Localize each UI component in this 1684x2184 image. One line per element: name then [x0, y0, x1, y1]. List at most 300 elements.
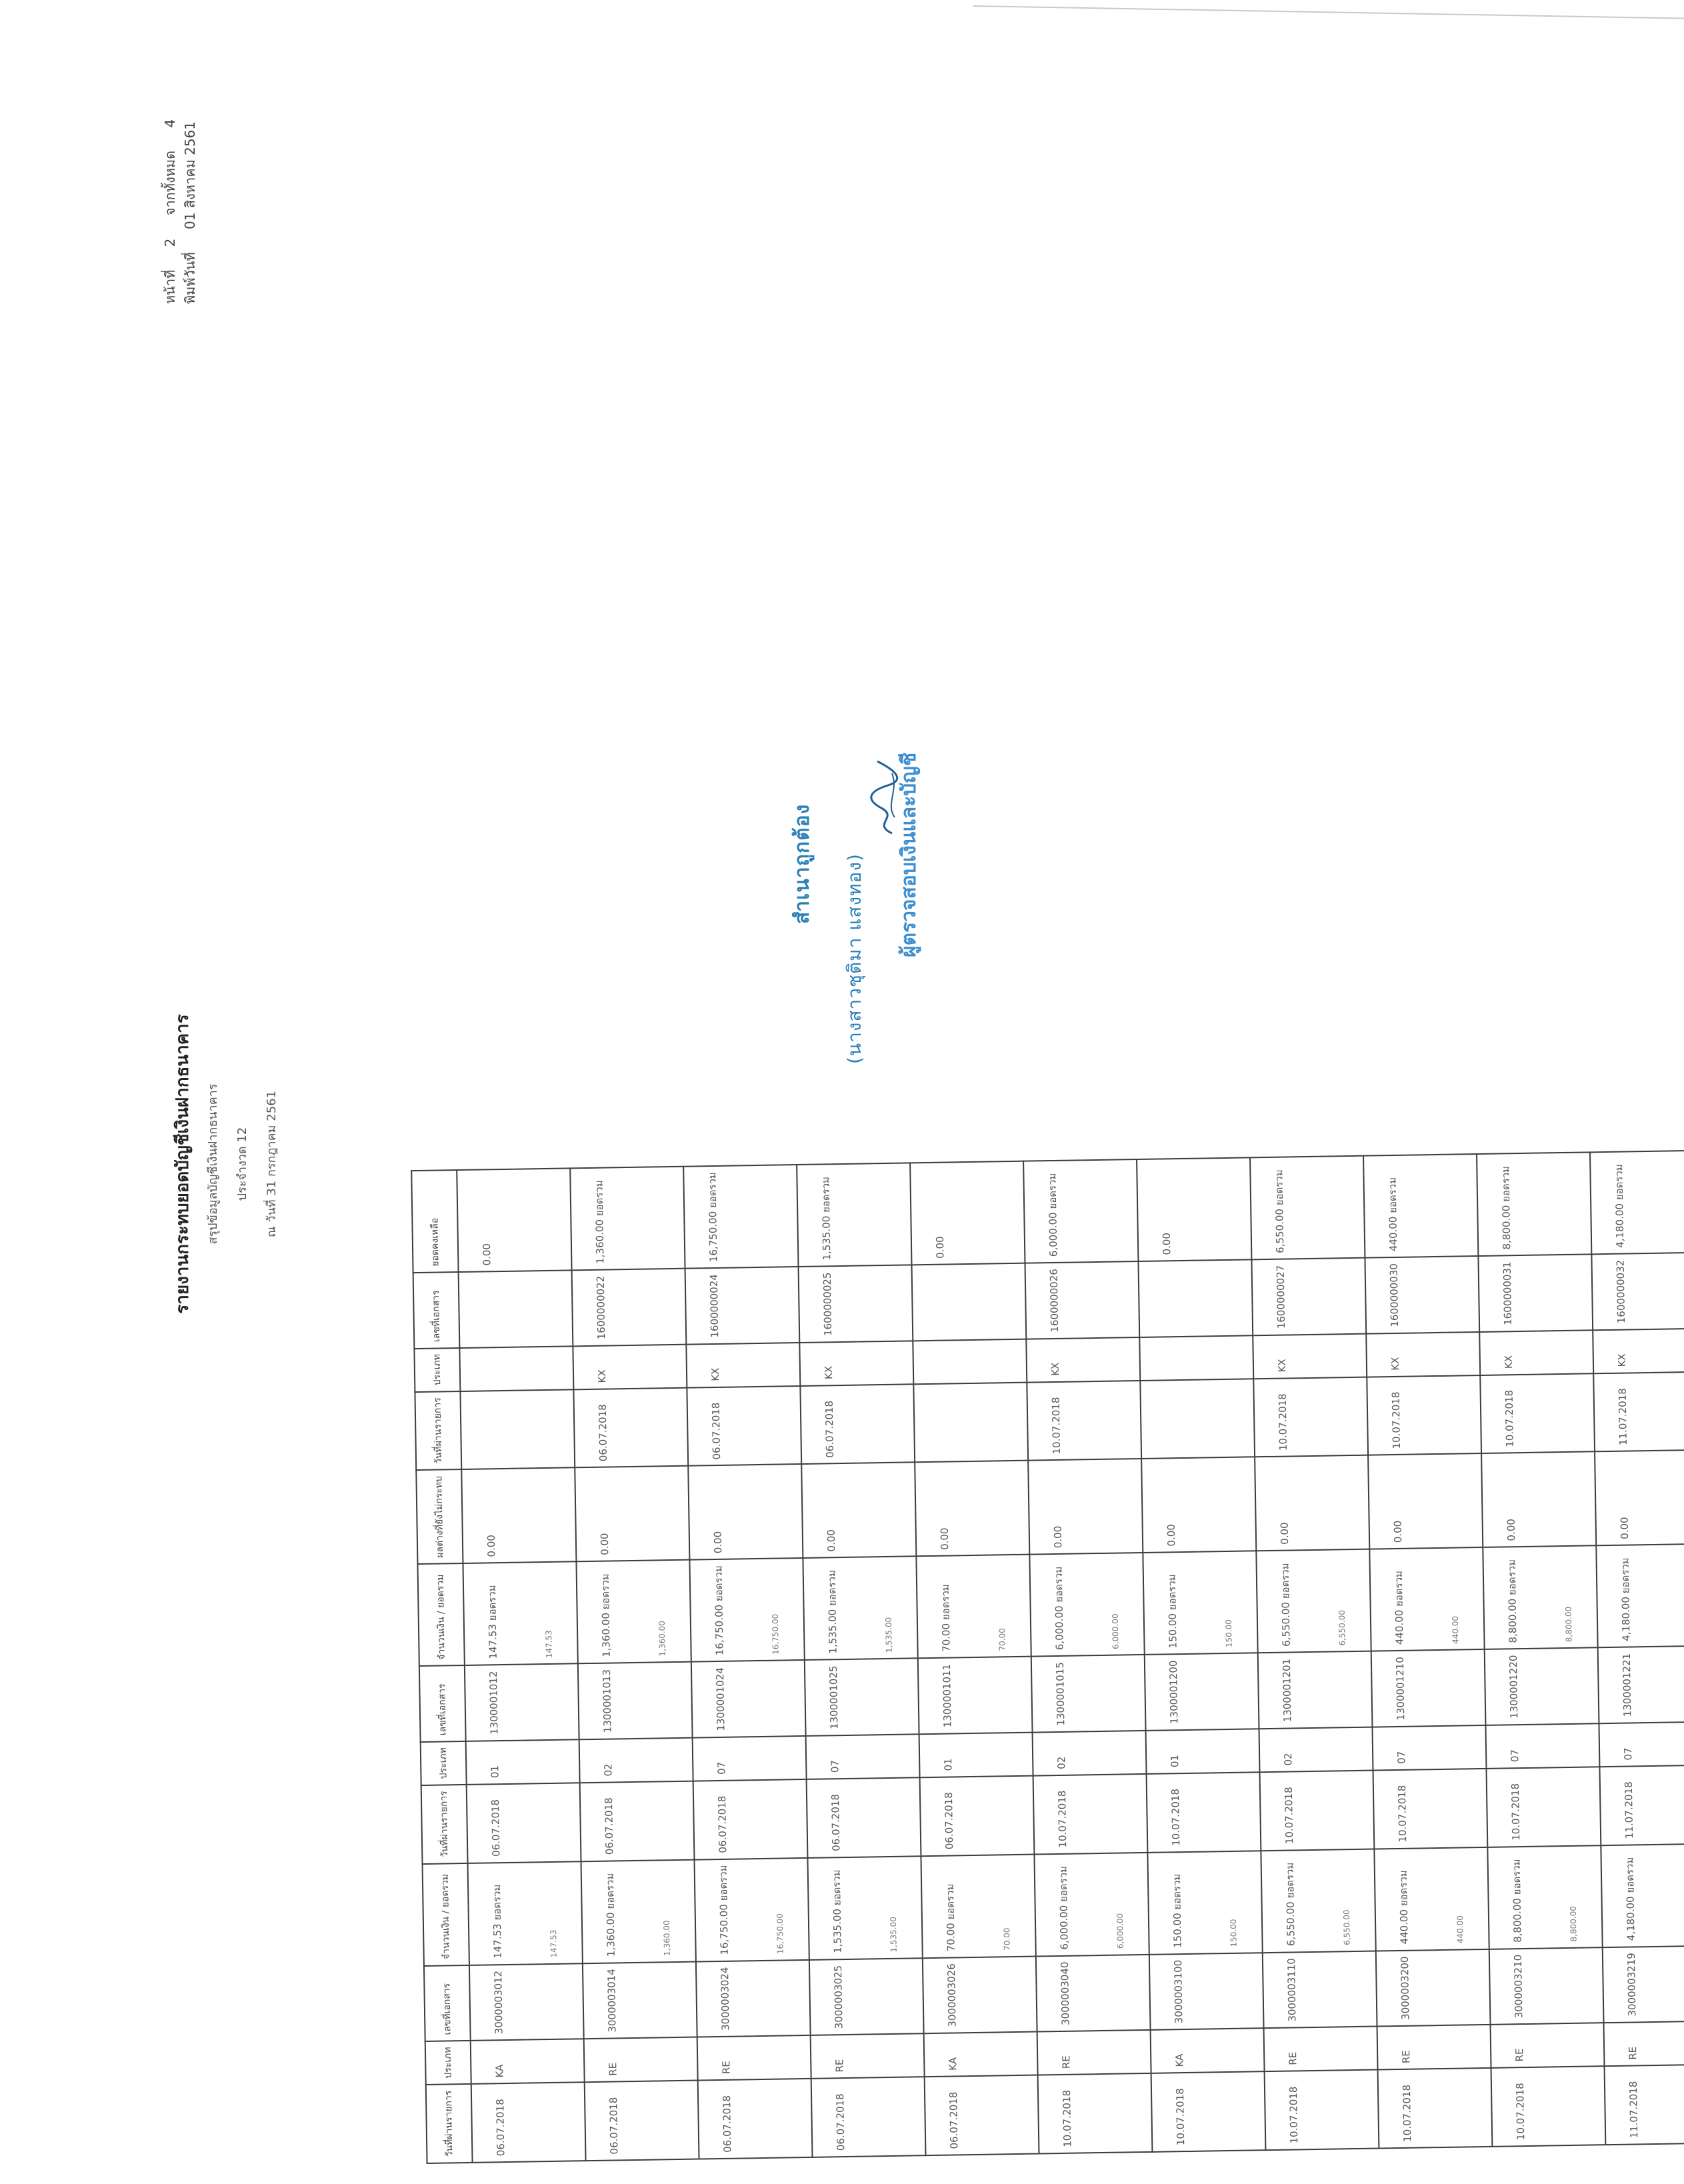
cell-code2: 07 [1485, 1724, 1543, 1768]
cell-unrec: 0.00 [575, 1467, 633, 1561]
cell-empty [853, 1163, 911, 1265]
reconciliation-table [411, 1150, 1684, 2164]
cell-code2: 02 [1259, 1728, 1317, 1772]
stamp-line-1: สำเนาถูกต้อง [791, 803, 814, 924]
cell-date3: 11.07.2018 [1593, 1373, 1651, 1452]
page-of-label: จากทั้งหมด [162, 150, 178, 216]
cell-doc: 3000003219 [1603, 1947, 1661, 2023]
cell-amt: 70.00 ยอดรวม [921, 1855, 979, 1958]
cell-empty [1308, 1258, 1366, 1335]
cell-empty [1429, 1769, 1487, 1848]
cell-code: KA [924, 2033, 981, 2077]
col-header-document-2: เลขที่เอกสาร [419, 1665, 466, 1741]
cell-date3: 06.07.2018 [573, 1389, 631, 1468]
cell-code3: KX [1593, 1329, 1650, 1373]
cell-doc3 [912, 1264, 970, 1341]
cell-doc: 3000003025 [809, 1959, 867, 2035]
cell-date3: 10.07.2018 [1367, 1376, 1425, 1455]
cell-unrec: 0.00 [1481, 1453, 1539, 1547]
cell-empty [1089, 1731, 1147, 1775]
cell-empty [1088, 1655, 1146, 1731]
cell-doc3: 1600000032 [1591, 1253, 1649, 1330]
cell-bal: 16,750.00 ยอดรวม [683, 1165, 741, 1268]
cell-empty [748, 1660, 806, 1737]
cell-empty [635, 1662, 693, 1739]
cell-empty [749, 1736, 807, 1780]
cell-empty [753, 1960, 811, 2037]
cell-code: RE [1264, 2027, 1321, 2071]
stamp-line-3: ผู้ตรวจสอบเงินและบัญชี [897, 752, 921, 957]
cell-code2: 07 [1599, 1723, 1656, 1767]
cell-empty [1423, 1332, 1480, 1376]
cell-empty [636, 1737, 693, 1781]
cell-code: RE [697, 2036, 755, 2080]
cell-date3: 06.07.2018 [800, 1385, 858, 1464]
cell-empty [855, 1265, 913, 1341]
cell-empty [866, 1958, 924, 2035]
col-header-amount-2: จำนวนเงิน / ยอดรวม [417, 1563, 464, 1666]
cell-amt: 6,550.00 ยอดรวม [1261, 1850, 1319, 1953]
cell-empty [1428, 1649, 1486, 1726]
cell-code3: KX [573, 1345, 630, 1389]
cell-empty [1433, 1949, 1491, 2026]
cell-empty [1650, 1371, 1684, 1451]
cell-unrec: 0.00 [461, 1469, 519, 1563]
cell-doc3 [1138, 1261, 1196, 1337]
cell-empty [1429, 1725, 1486, 1769]
cell-date2: 06.07.2018 [807, 1778, 865, 1857]
cell-empty [1081, 1261, 1139, 1338]
report-title: รายงานกระทบยอดบัญชีเงินฝากธนาคาร [173, 1014, 193, 1314]
cell-empty [1651, 1450, 1684, 1545]
cell-code: RE [811, 2035, 868, 2079]
cell-amt2: 70.00 ยอดรวม [916, 1555, 974, 1658]
cell-empty [1094, 2030, 1151, 2074]
cell-date3: 10.07.2018 [1480, 1374, 1538, 1453]
cell-empty [1542, 1723, 1599, 1767]
cell-empty [969, 1339, 1027, 1383]
cell-doc3: 1600000031 [1478, 1255, 1536, 1332]
col-header-type: ประเภท [425, 2041, 471, 2085]
cell-empty [1538, 1452, 1596, 1547]
cell-date2: 06.07.2018 [693, 1780, 751, 1859]
cell-empty [528, 2082, 586, 2161]
cell-empty [975, 1657, 1033, 1733]
cell-empty [637, 1781, 695, 1860]
cell-empty [743, 1386, 801, 1465]
cell-date: 10.07.2018 [1491, 2067, 1549, 2147]
cell-doc3: 1600000025 [799, 1266, 857, 1343]
cell-doc3: 1600000027 [1251, 1259, 1309, 1335]
cell-empty [523, 1739, 580, 1783]
cell-empty [516, 1346, 573, 1390]
cell-code3: KX [799, 1341, 857, 1385]
cell-doc: 3000003100 [1149, 1953, 1207, 2030]
cell-amt2: 1,360.00 ยอดรวม [576, 1561, 634, 1663]
cell-empty [1541, 1648, 1599, 1725]
cell-empty [981, 2032, 1038, 2076]
cell-empty [1090, 1774, 1148, 1853]
cell-date3: 10.07.2018 [1027, 1381, 1085, 1461]
cell-date2: 06.07.2018 [580, 1782, 638, 1861]
cell-empty [1307, 1156, 1365, 1259]
cell-empty [1533, 1152, 1591, 1255]
cell-subtotal-2: 6,000.00 [1086, 1553, 1144, 1655]
cell-date: 06.07.2018 [925, 2076, 983, 2155]
cell-empty [743, 1343, 800, 1387]
cell-amt2: 150.00 ยอดรวม [1143, 1552, 1201, 1655]
cell-empty [967, 1161, 1025, 1264]
cell-empty [627, 1167, 685, 1269]
cell-empty [750, 1779, 808, 1859]
cell-empty [856, 1341, 913, 1385]
cell-empty [969, 1263, 1027, 1340]
cell-amt: 147.53 ยอดรวม [468, 1862, 526, 1965]
cell-empty [1195, 1259, 1253, 1336]
cell-date2: 10.07.2018 [1486, 1767, 1544, 1847]
cell-doc: 3000003040 [1036, 1955, 1094, 2032]
cell-bal: 1,360.00 ยอดรวม [570, 1167, 628, 1270]
page-info [160, 51, 200, 304]
cell-empty [1423, 1375, 1481, 1455]
cell-doc: 3000003210 [1489, 1948, 1547, 2025]
cell-code2: 01 [1146, 1729, 1203, 1773]
cell-subtotal: 150.00 [1204, 1851, 1262, 1953]
cell-empty [1655, 1646, 1684, 1723]
cell-empty [1201, 1653, 1259, 1730]
report-subtitle-3: ณ วันที่ 31 กรกฎาคม 2561 [265, 1090, 279, 1238]
cell-subtotal-2: 147.53 [519, 1562, 577, 1665]
cell-empty [1543, 1767, 1601, 1846]
cell-amt2: 16,750.00 ยอดรวม [689, 1559, 747, 1662]
col-header-date: วันที่ผ่านรายการ [426, 2084, 473, 2163]
cell-amt2: 6,550.00 ยอดรวม [1256, 1550, 1314, 1653]
cell-empty [755, 2079, 813, 2158]
cell-empty [858, 1463, 916, 1557]
cell-code3: KX [1253, 1335, 1310, 1379]
cell-code3 [913, 1340, 970, 1384]
cell-subtotal-2: 6,550.00 [1313, 1549, 1371, 1652]
col-header-document: เลขที่เอกสาร [424, 1965, 471, 2041]
cell-date: 10.07.2018 [1038, 2074, 1096, 2153]
cell-code: RE [1603, 2022, 1661, 2066]
cell-empty [970, 1382, 1028, 1461]
cell-empty [1315, 1727, 1373, 1771]
cell-empty [976, 1732, 1033, 1776]
cell-empty [1080, 1159, 1138, 1262]
cell-amt: 16,750.00 ยอดรวม [694, 1859, 752, 1961]
cell-empty [1434, 2025, 1491, 2069]
cell-empty [1319, 1951, 1377, 2027]
cell-empty [641, 2081, 699, 2160]
cell-empty [1660, 2021, 1684, 2065]
cell-empty [1311, 1455, 1369, 1550]
cell-empty [1420, 1154, 1478, 1257]
cell-date2: 10.07.2018 [1033, 1775, 1091, 1854]
cell-amt: 1,535.00 ยอดรวม [807, 1857, 865, 1959]
cell-unrec: 0.00 [1028, 1460, 1086, 1555]
cell-bal: 6,000.00 ยอดรวม [1023, 1160, 1081, 1263]
cell-amt: 4,180.00 ยอดรวม [1601, 1845, 1659, 1947]
cell-amt2: 8,800.00 ยอดรวม [1483, 1547, 1541, 1649]
cell-amt2: 147.53 ยอดรวม [463, 1563, 521, 1665]
cell-empty [861, 1659, 919, 1735]
cell-date: 10.07.2018 [1378, 2069, 1436, 2148]
cell-date2: 06.07.2018 [467, 1783, 525, 1863]
cell-bal: 0.00 [457, 1169, 515, 1272]
cell-amt2: 440.00 ยอดรวม [1369, 1549, 1427, 1651]
cell-code2: 01 [466, 1740, 523, 1784]
cell-empty [1421, 1256, 1479, 1333]
cell-date2: 10.07.2018 [1147, 1773, 1205, 1852]
cell-doc2: 1300001221 [1598, 1647, 1656, 1723]
cell-empty [1208, 2071, 1266, 2151]
cell-bal: 4,180.00 ยอดรวม [1590, 1151, 1648, 1254]
cell-empty [517, 1389, 575, 1469]
cell-empty [977, 1775, 1035, 1855]
cell-date: 06.07.2018 [471, 2083, 529, 2163]
cell-doc3: 1600000024 [685, 1267, 743, 1344]
cell-empty [1649, 1328, 1684, 1372]
cell-empty [1206, 1953, 1264, 2029]
cell-subtotal: 1,535.00 [864, 1856, 922, 1959]
cell-date: 11.07.2018 [1605, 2065, 1663, 2145]
cell-empty [1536, 1330, 1593, 1374]
col-header-amount: จำนวนเงิน / ยอดรวม [423, 1863, 469, 1966]
cell-empty [742, 1267, 800, 1343]
cell-date2: 10.07.2018 [1260, 1771, 1318, 1851]
cell-amt: 6,000.00 ยอดรวม [1034, 1853, 1092, 1956]
col-header-type-2: ประเภท [421, 1741, 467, 1785]
cell-empty [518, 1468, 576, 1563]
cell-empty [1546, 1947, 1604, 2024]
cell-doc3: 1600000026 [1025, 1262, 1083, 1339]
cell-subtotal-2: 70.00 [973, 1555, 1031, 1657]
cell-subtotal-2: 1,535.00 [859, 1557, 917, 1659]
cell-empty [1661, 2065, 1684, 2144]
cell-subtotal: 16,750.00 [751, 1858, 809, 1961]
cell-subtotal: 147.53 [525, 1861, 583, 1964]
cell-empty [641, 2037, 698, 2081]
page-total: 4 [162, 119, 178, 128]
cell-subtotal-2: 1,360.00 [633, 1560, 691, 1663]
col-header-date-2: วันที่ผ่านรายการ [421, 1785, 468, 1864]
cell-empty [521, 1664, 579, 1741]
cell-empty [1310, 1377, 1368, 1456]
cell-doc2: 1300001024 [691, 1661, 749, 1738]
cell-doc: 3000003200 [1376, 1950, 1434, 2027]
cell-empty [526, 1963, 584, 2040]
cell-subtotal-2: 16,750.00 [746, 1558, 804, 1661]
cell-empty [1537, 1373, 1595, 1453]
cell-subtotal: 70.00 [977, 1854, 1035, 1957]
cell-empty [1309, 1333, 1367, 1377]
cell-empty [1647, 1151, 1684, 1253]
cell-unrec: 0.00 [1595, 1451, 1653, 1545]
cell-doc2: 1300001200 [1145, 1654, 1203, 1731]
cell-amt2: 1,535.00 ยอดรวม [803, 1557, 861, 1660]
cell-subtotal: 6,550.00 [1317, 1849, 1375, 1951]
cell-subtotal-2: 8,800.00 [1539, 1546, 1597, 1649]
cell-subtotal [1657, 1843, 1684, 1946]
cell-subtotal-2 [1653, 1544, 1684, 1647]
col-header-balance: ยอดคงเหลือ [411, 1170, 458, 1273]
cell-empty [1317, 1770, 1375, 1849]
cell-doc2: 1300001015 [1031, 1656, 1089, 1733]
cell-empty [1648, 1253, 1684, 1329]
cell-unrec: 0.00 [1368, 1455, 1426, 1549]
print-date: 01 สิงหาคม 2561 [182, 121, 198, 229]
cell-bal: 0.00 [910, 1162, 968, 1265]
cell-code: KA [1151, 2029, 1208, 2073]
page-number: 2 [162, 238, 178, 247]
cell-empty [1197, 1379, 1255, 1458]
cell-empty [1203, 1729, 1260, 1773]
cell-doc3: 1600000030 [1365, 1257, 1423, 1333]
cell-empty [1321, 2070, 1379, 2149]
cell-code3 [1139, 1336, 1197, 1380]
cell-empty [1435, 2068, 1493, 2147]
cell-date2: 06.07.2018 [920, 1777, 978, 1856]
cell-empty [1085, 1459, 1143, 1553]
cell-amt: 150.00 ยอดรวม [1147, 1851, 1205, 1954]
cell-empty [971, 1461, 1029, 1555]
cell-empty [1659, 1945, 1684, 2022]
cell-empty [1535, 1254, 1593, 1331]
cell-code3 [459, 1347, 517, 1391]
report-subtitle-1: สรุปข้อมูลบัญชีเงินฝากธนาคาร [206, 1083, 220, 1245]
cell-date3 [460, 1390, 518, 1469]
cell-empty [867, 2033, 925, 2077]
cell-date3 [1140, 1379, 1198, 1459]
cell-date: 10.07.2018 [1151, 2073, 1209, 2152]
cell-empty [629, 1269, 687, 1345]
cell-subtotal: 440.00 [1431, 1847, 1489, 1950]
cell-date: 06.07.2018 [585, 2081, 643, 2161]
cell-code3: KX [1026, 1338, 1083, 1382]
cell-date3: 10.07.2018 [1253, 1378, 1311, 1457]
col-header-date-3: วันที่ผ่านรายการ [415, 1391, 461, 1471]
cell-doc3: 1600000022 [572, 1269, 630, 1346]
cell-empty [1548, 2066, 1606, 2145]
cell-date3: 06.07.2018 [687, 1387, 745, 1466]
cell-bal: 1,535.00 ยอดรวม [797, 1164, 855, 1267]
cell-date: 06.07.2018 [811, 2078, 869, 2157]
table-body [457, 1151, 1684, 2163]
cell-empty [863, 1777, 921, 1857]
cell-code3: KX [1366, 1333, 1423, 1377]
cell-doc2: 1300001201 [1258, 1652, 1316, 1729]
cell-doc: 3000003026 [923, 1957, 981, 2034]
cell-empty [1083, 1381, 1141, 1460]
cell-empty [1083, 1337, 1140, 1381]
cell-empty [515, 1271, 573, 1347]
cell-empty [1203, 1772, 1261, 1851]
cell-unrec: 0.00 [801, 1463, 859, 1558]
cell-empty [629, 1344, 687, 1388]
cell-subtotal: 6,000.00 [1091, 1853, 1149, 1955]
cell-doc: 3000003012 [469, 1964, 527, 2041]
cell-empty [513, 1169, 571, 1271]
cell-bal: 6,550.00 ยอดรวม [1250, 1157, 1308, 1259]
cell-code: RE [1377, 2025, 1435, 2069]
print-label: พิมพ์วันที่ [182, 252, 198, 304]
cell-doc: 3000003014 [583, 1963, 641, 2039]
cell-amt: 1,360.00 ยอดรวม [581, 1861, 639, 1963]
cell-empty [1425, 1453, 1483, 1548]
cell-empty [1095, 2073, 1153, 2153]
cell-date2: 11.07.2018 [1599, 1766, 1657, 1845]
col-header-type-3: ประเภท [414, 1348, 460, 1392]
cell-date2: 10.07.2018 [1373, 1769, 1431, 1849]
stamp-line-2: (นางสาวชุติมา แสงทอง) [843, 853, 865, 1064]
cell-empty [868, 2077, 926, 2156]
cell-amt2: 6,000.00 ยอดรวม [1029, 1554, 1087, 1657]
cell-empty [523, 1783, 581, 1862]
report-heading [167, 864, 287, 1464]
cell-code3: KX [1479, 1331, 1537, 1375]
cell-code3: KX [686, 1343, 743, 1387]
certification-stamp [787, 611, 1040, 1064]
cell-empty [1656, 1765, 1684, 1844]
cell-empty [1655, 1721, 1684, 1765]
cell-empty [754, 2035, 811, 2079]
report-subtitle-2: ประจำงวด 12 [235, 1127, 249, 1201]
cell-empty [639, 1961, 697, 2038]
cell-doc2: 1300001011 [918, 1657, 976, 1734]
cell-empty [1193, 1157, 1251, 1260]
cell-empty [1093, 1955, 1151, 2031]
cell-empty [740, 1165, 798, 1267]
cell-doc2: 1300001220 [1485, 1649, 1543, 1725]
cell-subtotal-2: 440.00 [1426, 1547, 1484, 1650]
cell-empty [857, 1384, 915, 1463]
cell-doc2: 1300001210 [1371, 1651, 1429, 1727]
cell-empty [981, 2075, 1039, 2155]
cell-empty [630, 1387, 688, 1467]
cell-doc: 3000003024 [696, 1961, 754, 2037]
cell-empty [979, 1956, 1037, 2033]
cell-code2: 02 [579, 1739, 637, 1783]
cell-empty [745, 1464, 803, 1559]
col-header-unreconciled: ผลต่างที่ยังไม่กระทบ [416, 1469, 463, 1564]
cell-subtotal: 8,800.00 [1544, 1845, 1602, 1948]
cell-unrec: 0.00 [688, 1465, 746, 1560]
cell-amt2: 4,180.00 ยอดรวม [1596, 1545, 1654, 1647]
cell-doc3 [459, 1271, 517, 1348]
cell-subtotal-2: 150.00 [1199, 1551, 1257, 1654]
cell-bal: 0.00 [1137, 1159, 1195, 1261]
cell-doc2: 1300001012 [465, 1665, 523, 1741]
cell-code2: 07 [806, 1735, 863, 1779]
cell-code: KA [471, 2040, 528, 2084]
cell-code2: 07 [1372, 1726, 1429, 1770]
cell-doc2: 1300001013 [578, 1663, 636, 1739]
cell-subtotal: 1,360.00 [637, 1859, 695, 1962]
cell-code2: 01 [919, 1733, 977, 1777]
cell-date3 [913, 1383, 971, 1463]
cell-date: 10.07.2018 [1265, 2071, 1323, 2150]
cell-code: RE [584, 2038, 641, 2082]
cell-code2: 07 [693, 1737, 750, 1781]
cell-doc: 3000003110 [1263, 1952, 1321, 2029]
cell-empty [1321, 2027, 1378, 2071]
page-label: หน้าที่ [162, 269, 178, 304]
cell-amt: 8,800.00 ยอดรวม [1487, 1846, 1545, 1949]
cell-empty [631, 1466, 689, 1561]
cell-code: RE [1037, 2031, 1095, 2075]
cell-unrec: 0.00 [915, 1461, 973, 1556]
